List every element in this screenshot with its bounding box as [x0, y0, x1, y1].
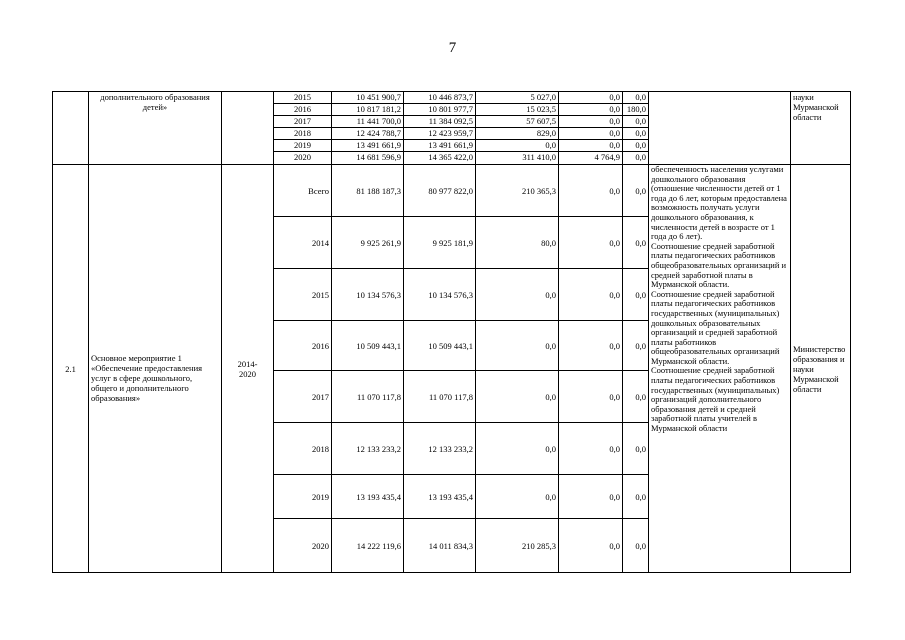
federal-budget-cell: 0,0: [476, 423, 559, 475]
other-sources-cell: 0,0: [623, 423, 649, 475]
municipal-budget-cell: 0,0: [559, 371, 623, 423]
other-sources-cell: 180,0: [623, 104, 649, 116]
continued-rows: [53, 92, 851, 165]
year-cell: 2017: [274, 371, 332, 423]
other-sources-cell: 0,0: [623, 152, 649, 165]
total-cell: 11 441 700,0: [332, 116, 404, 128]
year-cell: 2016: [274, 321, 332, 371]
year-cell: 2014: [274, 217, 332, 269]
total-cell: 10 817 181,2: [332, 104, 404, 116]
regional-budget-cell: 12 133 233,2: [404, 423, 476, 475]
municipal-budget-cell: 0,0: [559, 321, 623, 371]
other-sources-cell: 0,0: [623, 128, 649, 140]
regional-budget-cell: 13 491 661,9: [404, 140, 476, 152]
municipal-budget-cell: 0,0: [559, 116, 623, 128]
federal-budget-cell: 0,0: [476, 321, 559, 371]
federal-budget-cell: 311 410,0: [476, 152, 559, 165]
other-sources-cell: 0,0: [623, 269, 649, 321]
federal-budget-cell: 57 607,5: [476, 116, 559, 128]
total-cell: 13 491 661,9: [332, 140, 404, 152]
total-cell: 14 222 119,6: [332, 519, 404, 573]
table-row: [53, 92, 851, 104]
other-sources-cell: 0,0: [623, 116, 649, 128]
executor-cell: науки Мурманской области: [791, 92, 851, 165]
total-cell: 12 133 233,2: [332, 423, 404, 475]
federal-budget-cell: 80,0: [476, 217, 559, 269]
municipal-budget-cell: 0,0: [559, 165, 623, 217]
regional-budget-cell: 14 011 834,3: [404, 519, 476, 573]
federal-budget-cell: 15 023,5: [476, 104, 559, 116]
federal-budget-cell: 0,0: [476, 269, 559, 321]
regional-budget-cell: 80 977 822,0: [404, 165, 476, 217]
row-number-cell: 2.1: [53, 165, 89, 573]
year-cell: 2020: [274, 152, 332, 165]
indicator-cell: обеспеченность населения услугами дошкольного образования (отношение численности детей от 1 года до 6 лет, которым предоставлена возможность получать услуги дошкольного образования, к численности детей в возрасте от 1 года до 6 лет). Соотношение средней заработной платы педагогических работников общеобразовательных организаций и средней заработной платы в Мурманской области. Соотношение средней заработной платы педагогических работников государственных (муниципальных) дошкольных образовательных организаций и средней заработной платы работников общеобразовательных организаций Мурманской области. Соотношение средней заработной платы педагогических работников государственных (муниципальных) организаций дополнительного образования детей и средней заработной платы учителей в Мурманской области: [649, 165, 791, 573]
other-sources-cell: 0,0: [623, 371, 649, 423]
federal-budget-cell: 0,0: [476, 475, 559, 519]
regional-budget-cell: 10 509 443,1: [404, 321, 476, 371]
federal-budget-cell: 210 365,3: [476, 165, 559, 217]
measure-name-cell: Основное мероприятие 1 «Обеспечение предоставления услуг в сфере дошкольного, общего и дополнительного образования»: [89, 165, 222, 573]
municipal-budget-cell: 0,0: [559, 128, 623, 140]
other-sources-cell: 0,0: [623, 165, 649, 217]
regional-budget-cell: 11 070 117,8: [404, 371, 476, 423]
other-sources-cell: 0,0: [623, 519, 649, 573]
municipal-budget-cell: 0,0: [559, 104, 623, 116]
table-row: [53, 165, 851, 217]
municipal-budget-cell: 0,0: [559, 519, 623, 573]
regional-budget-cell: 14 365 422,0: [404, 152, 476, 165]
federal-budget-cell: 5 027,0: [476, 92, 559, 104]
period-cell: 2014- 2020: [222, 165, 274, 573]
regional-budget-cell: 12 423 959,7: [404, 128, 476, 140]
indicator-cell: [649, 92, 791, 165]
total-cell: 10 451 900,7: [332, 92, 404, 104]
page-number: 7: [448, 40, 457, 56]
other-sources-cell: 0,0: [623, 321, 649, 371]
regional-budget-cell: 10 446 873,7: [404, 92, 476, 104]
year-cell: 2015: [274, 269, 332, 321]
measure-rows: [53, 165, 851, 573]
program-table: [52, 91, 851, 573]
total-cell: 11 070 117,8: [332, 371, 404, 423]
year-cell: 2020: [274, 519, 332, 573]
year-cell: 2019: [274, 140, 332, 152]
total-cell: 10 509 443,1: [332, 321, 404, 371]
other-sources-cell: 0,0: [623, 140, 649, 152]
regional-budget-cell: 13 193 435,4: [404, 475, 476, 519]
municipal-budget-cell: 0,0: [559, 140, 623, 152]
total-cell: 9 925 261,9: [332, 217, 404, 269]
municipal-budget-cell: 0,0: [559, 217, 623, 269]
executor-cell: Министерство образования и науки Мурманской области: [791, 165, 851, 573]
row-number-cell: [53, 92, 89, 165]
measure-name-cell: дополнительного образования детей»: [89, 92, 222, 165]
other-sources-cell: 0,0: [623, 92, 649, 104]
federal-budget-cell: 0,0: [476, 371, 559, 423]
year-cell: Всего: [274, 165, 332, 217]
total-cell: 13 193 435,4: [332, 475, 404, 519]
total-cell: 10 134 576,3: [332, 269, 404, 321]
regional-budget-cell: 10 134 576,3: [404, 269, 476, 321]
regional-budget-cell: 11 384 092,5: [404, 116, 476, 128]
municipal-budget-cell: 0,0: [559, 92, 623, 104]
total-cell: 14 681 596,9: [332, 152, 404, 165]
other-sources-cell: 0,0: [623, 217, 649, 269]
year-cell: 2017: [274, 116, 332, 128]
regional-budget-cell: 9 925 181,9: [404, 217, 476, 269]
municipal-budget-cell: 0,0: [559, 269, 623, 321]
other-sources-cell: 0,0: [623, 475, 649, 519]
year-cell: 2018: [274, 128, 332, 140]
federal-budget-cell: 210 285,3: [476, 519, 559, 573]
total-cell: 81 188 187,3: [332, 165, 404, 217]
regional-budget-cell: 10 801 977,7: [404, 104, 476, 116]
municipal-budget-cell: 4 764,9: [559, 152, 623, 165]
federal-budget-cell: 829,0: [476, 128, 559, 140]
federal-budget-cell: 0,0: [476, 140, 559, 152]
year-cell: 2019: [274, 475, 332, 519]
municipal-budget-cell: 0,0: [559, 423, 623, 475]
total-cell: 12 424 788,7: [332, 128, 404, 140]
municipal-budget-cell: 0,0: [559, 475, 623, 519]
period-cell: [222, 92, 274, 165]
year-cell: 2018: [274, 423, 332, 475]
year-cell: 2016: [274, 104, 332, 116]
year-cell: 2015: [274, 92, 332, 104]
